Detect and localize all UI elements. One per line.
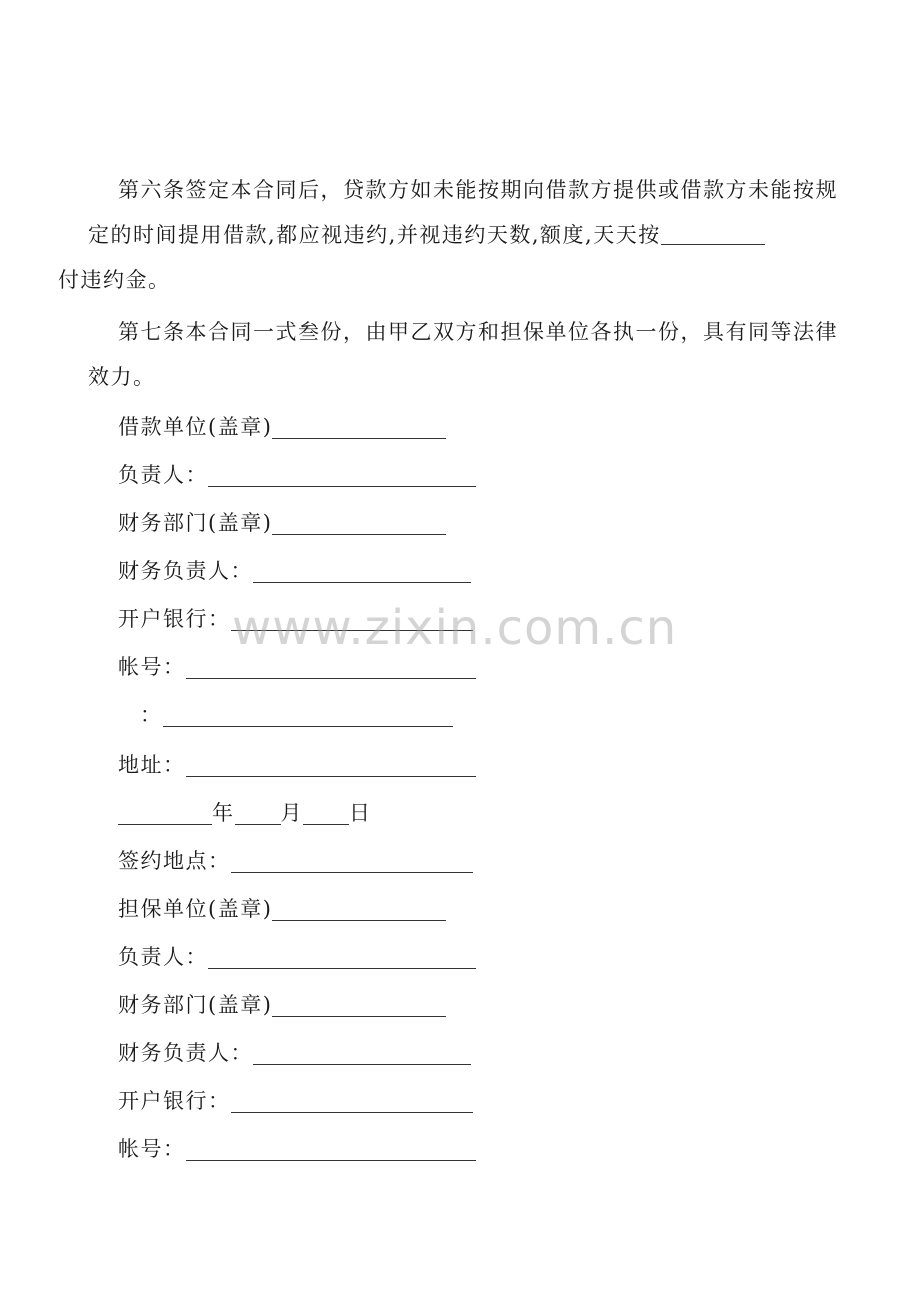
guarantor-finance-dept-field [118, 990, 446, 1020]
borrower-finance-dept-label: 财务部门(盖章) [118, 511, 273, 535]
borrower-bank-label: 开户银行： [118, 607, 231, 631]
guarantor-bank-label: 开户银行： [118, 1089, 231, 1113]
borrower-bank-field [118, 604, 473, 634]
guarantor-unit-field [118, 894, 446, 924]
guarantor-finance-head-field [118, 1038, 471, 1068]
borrower-unit-field [118, 412, 446, 442]
year-label: 年 [212, 801, 235, 825]
borrower-head-label: 负责人： [118, 463, 208, 487]
borrower-address-line [186, 752, 476, 777]
sign-place-field [118, 846, 473, 876]
borrower-blank-field [140, 700, 453, 730]
guarantor-finance-head-line [253, 1040, 471, 1065]
penalty-rate-blank [661, 222, 765, 245]
article-six-text: 第六条签定本合同后，贷款方如未能按期向借款方提供或借款方未能按规定的时间提用借款,都应视违约,并视违约天数,额度,天天按 [88, 178, 838, 247]
guarantor-head-field [118, 942, 476, 972]
date-field [118, 798, 372, 828]
article-seven: 第七条本合同一式叁份，由甲乙双方和担保单位各执一份，具有同等法律效力。 [88, 320, 838, 389]
guarantor-finance-head-label: 财务负责人： [118, 1041, 253, 1065]
sign-place-label: 签约地点： [118, 849, 231, 873]
guarantor-head-line [208, 944, 476, 969]
watermark: www.zixin.com.cn [232, 600, 678, 656]
borrower-finance-dept-line [272, 510, 446, 535]
borrower-blank-label: ： [140, 703, 163, 727]
borrower-head-line [208, 462, 476, 487]
guarantor-bank-line [231, 1088, 473, 1113]
guarantor-unit-line [272, 896, 446, 921]
borrower-bank-line [231, 606, 473, 631]
borrower-account-field [118, 652, 476, 682]
borrower-account-line [186, 654, 476, 679]
borrower-unit-line [272, 414, 446, 439]
guarantor-finance-dept-line [272, 992, 446, 1017]
guarantor-head-label: 负责人： [118, 945, 208, 969]
guarantor-bank-field [118, 1086, 473, 1116]
borrower-address-label: 地址： [118, 753, 186, 777]
borrower-finance-head-field [118, 556, 471, 586]
sign-place-line [231, 848, 473, 873]
borrower-finance-head-line [253, 558, 471, 583]
day-line [303, 800, 349, 825]
month-label: 月 [280, 801, 303, 825]
borrower-finance-head-label: 财务负责人： [118, 559, 253, 583]
guarantor-unit-label: 担保单位(盖章) [118, 897, 273, 921]
guarantor-account-field [118, 1134, 476, 1164]
guarantor-finance-dept-label: 财务部门(盖章) [118, 993, 273, 1017]
guarantor-account-label: 帐号： [118, 1137, 186, 1161]
borrower-account-label: 帐号： [118, 655, 186, 679]
guarantor-account-line [186, 1136, 476, 1161]
article-six-end: 付违约金。 [58, 268, 171, 292]
month-line [235, 800, 281, 825]
year-line [118, 800, 212, 825]
article-six [58, 168, 838, 303]
borrower-unit-label: 借款单位(盖章) [118, 415, 273, 439]
borrower-blank-line [163, 702, 453, 727]
day-label: 日 [349, 801, 372, 825]
borrower-address-field [118, 750, 476, 780]
borrower-finance-dept-field [118, 508, 446, 538]
borrower-head-field [118, 460, 476, 490]
